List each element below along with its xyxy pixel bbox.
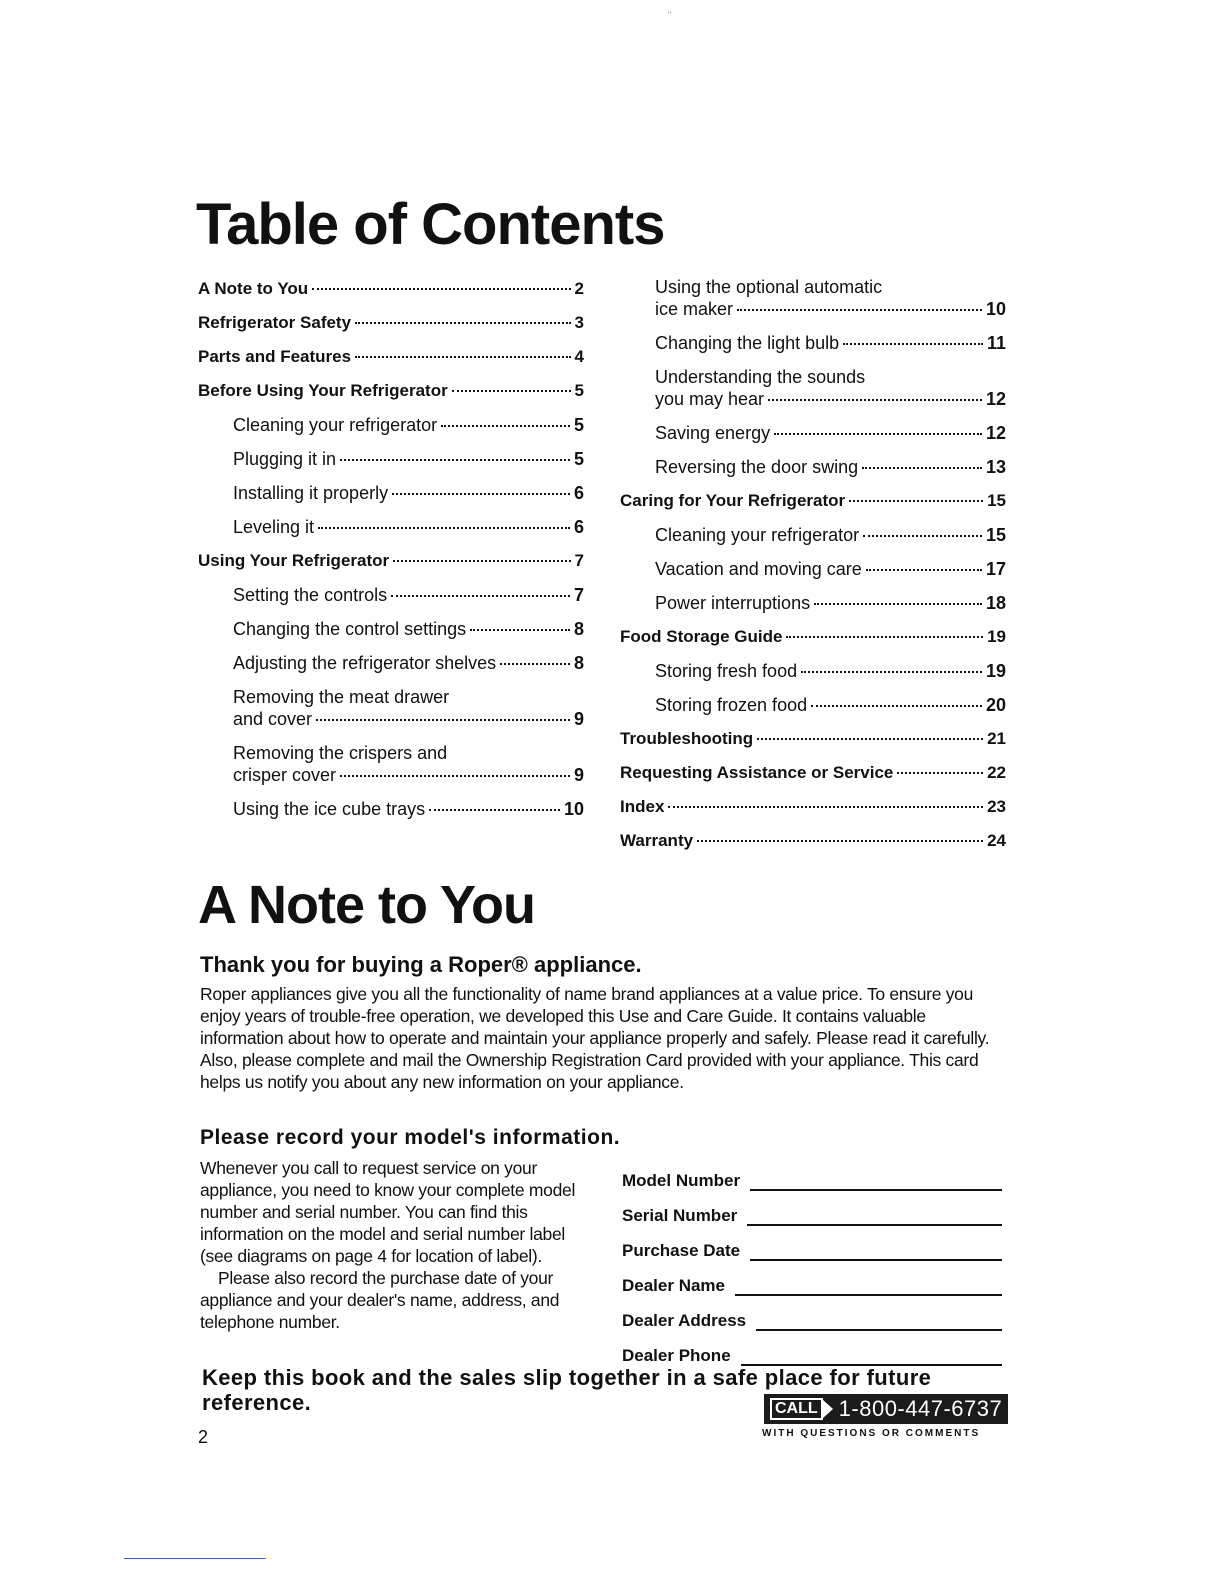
dot-leader [697,840,983,842]
toc-entry-page: 20 [985,695,1006,715]
toc-entry-page: 7 [574,551,584,570]
arrow-right-icon [823,1400,833,1418]
toc-entry [198,584,584,606]
toc-entry-page: 3 [574,313,584,332]
toc-entry-label: Vacation and moving care [655,559,862,579]
dot-leader [393,560,570,562]
toc-entry-label: Using the ice cube trays [233,799,426,819]
toc-entry [620,490,1006,512]
toc-entry-label: Changing the light bulb [655,333,840,353]
toc-entry-label: Refrigerator Safety [198,313,352,332]
toc-entry-page: 23 [987,797,1006,816]
toc-entry-page: 17 [985,559,1006,579]
field-line [750,1171,1002,1191]
field-line [735,1276,1002,1296]
toc-entry-page: 5 [574,381,584,400]
dot-leader [757,738,983,740]
toc-entry-label: Removing the crispers and [233,743,448,763]
toc-entry-page: 21 [987,729,1006,748]
toc-entry [620,796,1006,818]
toc-entry [620,592,1006,614]
toc-entry [198,798,584,820]
toc-entry-label: Leveling it [233,517,315,537]
dot-leader [318,527,570,529]
toc-entry-label: Plugging it in [233,449,337,469]
toc-entry [198,448,584,470]
toc-entry-page: 6 [573,517,584,537]
toc-entry-label: and cover [233,709,313,729]
toc-entry-page: 18 [985,593,1006,613]
dot-leader [862,467,982,469]
dot-leader [811,705,982,707]
toc-entry-page: 4 [574,347,584,366]
dot-leader [814,603,982,605]
toc-entry-page: 11 [986,333,1006,353]
toc-entry-label: Using Your Refrigerator [198,551,390,570]
dot-leader [392,493,570,495]
toc-entry-label: Troubleshooting [620,729,754,748]
toc-entry-label: Using the optional automatic [655,277,883,297]
thanks-heading: Thank you for buying a Roper® appliance. [200,952,642,977]
field-line [756,1311,1002,1331]
field-model-number [622,1156,1002,1191]
record-paragraph-2: Please also record the purchase date of your appliance and your dealer's name, address, and telephone number. [200,1268,560,1332]
record-paragraph-1: Whenever you call to request service on your appliance, you need to know your complete model number and serial number. You can find this information on the model and serial number label (see diagrams on page 4 for location of label). [200,1158,576,1266]
toc-entry [620,694,1006,716]
toc-entry-line [233,764,584,786]
toc-entry-label: Understanding the sounds [655,367,866,387]
toc-entry-label: Requesting Assistance or Service [620,763,894,782]
dot-leader [866,569,982,571]
dot-leader [801,671,982,673]
dot-leader [316,719,570,721]
dot-leader [429,809,560,811]
toc-entry-page: 10 [563,799,584,819]
field-line [741,1346,1002,1366]
dot-leader [355,322,570,324]
call-label: CALL [770,1398,823,1420]
dot-leader [355,356,570,358]
toc-entry-page: 8 [573,653,584,673]
dot-leader [786,636,983,638]
dot-leader [340,775,570,777]
toc-entry-label: Food Storage Guide [620,627,783,646]
toc-entry-page: 19 [985,661,1006,681]
dot-leader [441,425,570,427]
toc-entry-page: 15 [987,491,1006,510]
toc-entry-label: Changing the control settings [233,619,467,639]
top-mark: " [668,10,672,20]
toc-entry-label: Cleaning your refrigerator [655,525,860,545]
toc-entry-page: 19 [987,627,1006,646]
field-label: Dealer Address [622,1311,747,1330]
field-dealer-address [622,1296,1002,1331]
field-label: Model Number [622,1171,741,1190]
toc-entry-line [233,708,584,730]
toc-entry-line [655,388,1006,410]
toc-entry-page: 24 [987,831,1006,850]
toc-entry-label: Parts and Features [198,347,352,366]
toc-entry-page: 10 [985,299,1006,319]
toc-entry [198,482,584,504]
toc-entry [198,312,584,334]
toc-entry [620,332,1006,354]
toc-entry [620,558,1006,580]
toc-entry-page: 9 [573,765,584,785]
dot-leader [774,433,982,435]
toc-entry-page: 12 [985,389,1006,409]
toc-entry [198,652,584,674]
record-heading: Please record your model's information. [200,1126,621,1149]
toc-entry-page: 8 [573,619,584,639]
toc-entry-page: 2 [574,279,584,298]
toc-entry [198,380,584,402]
toc-left-column [198,278,584,832]
toc-entry-label: Reversing the door swing [655,457,859,477]
field-serial-number [622,1191,1002,1226]
field-label: Serial Number [622,1206,738,1225]
toc-entry-label: you may hear [655,389,765,409]
toc-entry [198,618,584,640]
toc-entry [620,728,1006,750]
toc-entry [198,550,584,572]
toc-entry-label: ice maker [655,299,734,319]
toc-entry [620,660,1006,682]
toc-entry-label: Setting the controls [233,585,388,605]
dot-leader [312,288,570,290]
toc-entry-label: Installing it properly [233,483,389,503]
toc-title: Table of Contents [196,192,665,257]
toc-entry-page: 13 [985,457,1006,477]
toc-entry [620,830,1006,852]
toc-entry-label: Before Using Your Refrigerator [198,381,448,400]
dot-leader [470,629,570,631]
toc-entry-page: 5 [573,415,584,435]
toc-entry-page: 6 [573,483,584,503]
toc-entry [620,524,1006,546]
toc-entry [198,742,584,786]
keep-notice: Keep this book and the sales slip together in a safe place for future reference. [202,1365,932,1415]
call-banner [764,1394,1008,1424]
toc-entry [620,422,1006,444]
dot-leader [843,343,983,345]
toc-entry [620,366,1006,410]
dot-leader [768,399,982,401]
toc-entry-page: 9 [573,709,584,729]
dot-leader [391,595,570,597]
dot-leader [668,806,983,808]
toc-entry-label: Adjusting the refrigerator shelves [233,653,497,673]
toc-entry [198,278,584,300]
toc-entry-label: Index [620,797,665,816]
toc-entry-page: 15 [985,525,1006,545]
toc-entry-label: Power interruptions [655,593,811,613]
toc-entry-label: Storing fresh food [655,661,798,681]
toc-entry-label: Warranty [620,831,694,850]
toc-entry [198,346,584,368]
field-label: Dealer Name [622,1276,726,1295]
dot-leader [737,309,982,311]
note-title: A Note to You [198,875,535,935]
dot-leader [340,459,570,461]
toc-entry [620,456,1006,478]
toc-entry-label: Storing frozen food [655,695,808,715]
toc-entry-page: 12 [985,423,1006,443]
thanks-body: Roper appliances give you all the functionality of name brand appliances at a value price. To ensure you enjoy years of trouble-free operation, we developed this Use and Care Guide. It contains valuable information about how to operate and maintain your appliance properly and safely. Please read it carefully. Also, please complete and mail the Ownership Registration Card provided with your appliance. This card helps us notify you about any new information on your appliance. [200,984,990,1092]
toc-entry-line [655,298,1006,320]
toc-entry [620,762,1006,784]
toc-entry [198,516,584,538]
field-label: Dealer Phone [622,1346,731,1365]
field-line [750,1241,1002,1261]
toc-entry-label: Saving energy [655,423,771,443]
toc-entry [198,686,584,730]
toc-entry-label: Caring for Your Refrigerator [620,491,846,510]
toc-right-column [620,276,1006,864]
toc-entry-page: 5 [573,449,584,469]
field-dealer-phone [622,1331,1002,1366]
toc-entry [198,414,584,436]
toc-entry-page: 7 [573,585,584,605]
field-label: Purchase Date [622,1241,741,1260]
toc-entry-label: Removing the meat drawer [233,687,450,707]
toc-entry-label: Cleaning your refrigerator [233,415,438,435]
call-subtitle: WITH QUESTIONS OR COMMENTS [762,1428,981,1439]
dot-leader [452,390,571,392]
dot-leader [849,500,983,502]
record-body [200,1157,592,1333]
toc-entry [620,276,1006,320]
field-dealer-name [622,1261,1002,1296]
footer-rule [124,1558,266,1559]
phone-number: 1-800-447-6737 [838,1396,1003,1421]
info-fields [622,1156,1002,1366]
dot-leader [500,663,570,665]
toc-entry-page: 22 [987,763,1006,782]
field-line [747,1206,1002,1226]
toc-entry-label: crisper cover [233,765,337,785]
dot-leader [897,772,983,774]
toc-entry-label: A Note to You [198,279,309,298]
field-purchase-date [622,1226,1002,1261]
page-number: 2 [198,1427,209,1447]
dot-leader [863,535,982,537]
toc-entry [620,626,1006,648]
